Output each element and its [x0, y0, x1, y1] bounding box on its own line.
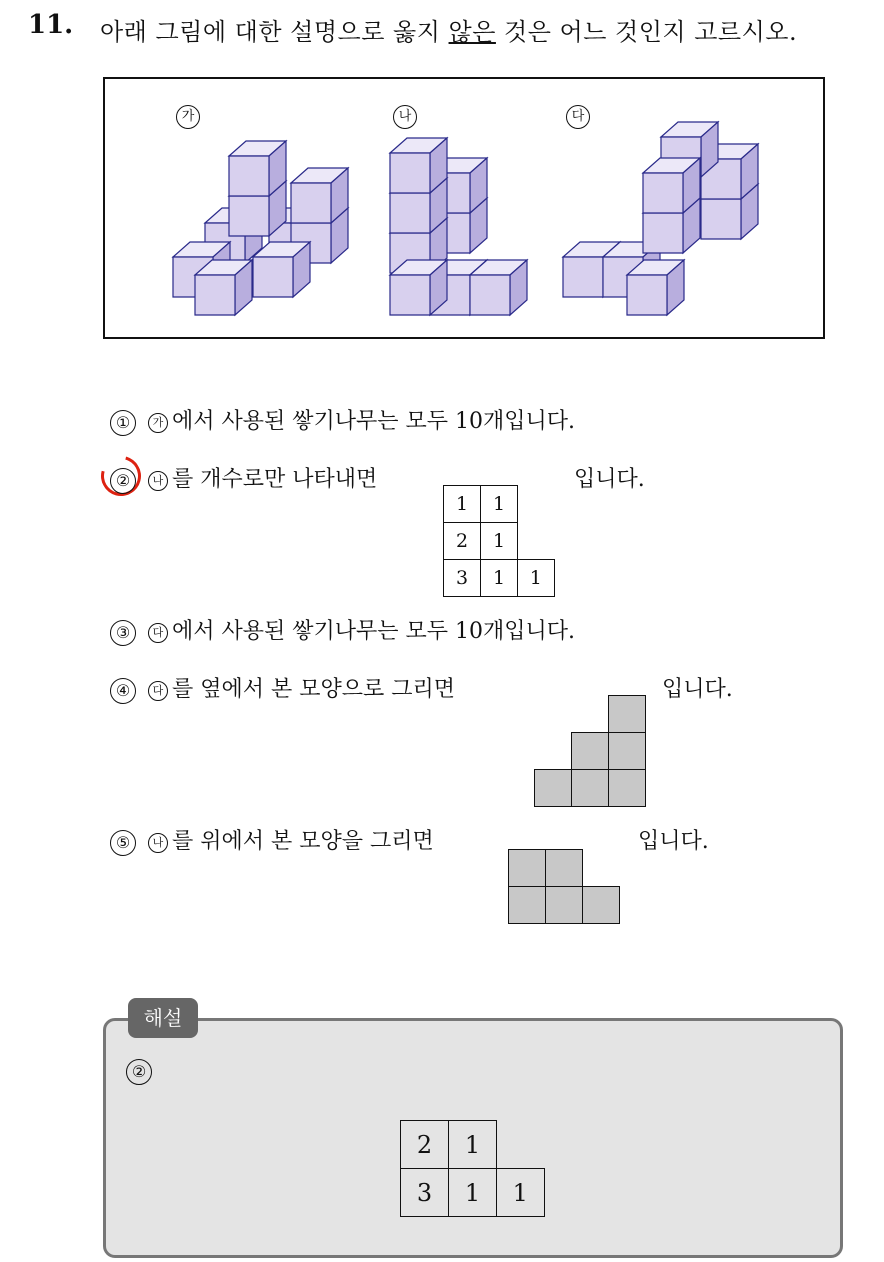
figure-label-ga: 가 [176, 105, 200, 129]
option-4-suffix: 입니다. [662, 677, 733, 702]
option-2-text: 를 개수로만 나타내면 [172, 467, 378, 492]
cube [229, 141, 286, 196]
table-cell: 1 [481, 560, 518, 597]
top-view-square [545, 886, 583, 924]
top-view-square [545, 849, 583, 887]
option-2-suffix: 입니다. [574, 467, 645, 492]
option-1[interactable] [110, 404, 575, 436]
table-cell: 1 [481, 486, 518, 523]
top-view-square [508, 886, 546, 924]
figure-label-na: 나 [393, 105, 417, 129]
table-cell-empty [518, 486, 555, 523]
option-5-suffix: 입니다. [638, 829, 709, 854]
cube [627, 260, 684, 315]
table-cell: 2 [444, 523, 481, 560]
option-1-marker: 가 [148, 413, 168, 433]
option-1-number: ① [110, 410, 136, 436]
option-4-marker: 다 [148, 681, 168, 701]
option-5-marker: 나 [148, 833, 168, 853]
table-cell: 1 [449, 1121, 497, 1169]
cube [390, 260, 447, 315]
side-view-square [608, 769, 646, 807]
cube [291, 168, 348, 223]
option-5[interactable] [110, 824, 434, 856]
side-view-square [571, 769, 609, 807]
question-text [100, 12, 797, 47]
option-5-text: 를 위에서 본 모양을 그리면 [172, 829, 434, 854]
cube-stacks-illustration [105, 79, 823, 337]
option-2[interactable] [110, 462, 377, 494]
table-cell: 1 [481, 523, 518, 560]
option-4-number: ④ [110, 678, 136, 704]
table-cell: 3 [444, 560, 481, 597]
cube [390, 138, 447, 193]
option-5-number: ⑤ [110, 830, 136, 856]
table-cell: 2 [401, 1121, 449, 1169]
option-4-text: 를 옆에서 본 모양으로 그리면 [172, 677, 455, 702]
side-view-square [571, 732, 609, 770]
option-3-number: ③ [110, 620, 136, 646]
solution-answer-number: ② [126, 1059, 152, 1085]
figure-label-da: 다 [566, 105, 590, 129]
cube [470, 260, 527, 315]
question-text-before: 아래 그림에 대한 설명으로 옳지 [100, 18, 449, 46]
option-3[interactable] [110, 614, 575, 646]
cube [195, 260, 252, 315]
question-text-after: 것은 어느 것인지 고르시오. [495, 18, 798, 46]
question-number: 11. [28, 10, 74, 40]
solution-answer [126, 1058, 164, 1085]
option-2-count-table [443, 485, 555, 597]
table-cell: 1 [444, 486, 481, 523]
solution-count-table [400, 1120, 545, 1217]
option-3-marker: 다 [148, 623, 168, 643]
cube [643, 158, 700, 213]
option-2-number: ② [110, 468, 136, 494]
table-cell-empty [518, 523, 555, 560]
side-view-square [534, 769, 572, 807]
top-view-square [582, 886, 620, 924]
option-1-text: 에서 사용된 쌓기나무는 모두 10개입니다. [172, 409, 575, 434]
table-cell-empty [497, 1121, 545, 1169]
solution-tag: 해설 [128, 998, 198, 1038]
table-cell: 3 [401, 1169, 449, 1217]
side-view-square [608, 732, 646, 770]
table-cell: 1 [497, 1169, 545, 1217]
top-view-square [508, 849, 546, 887]
cube [253, 242, 310, 297]
option-2-marker: 나 [148, 471, 168, 491]
table-cell: 1 [518, 560, 555, 597]
option-4[interactable] [110, 672, 455, 704]
question-text-underlined: 않은 [448, 18, 496, 46]
side-view-square [608, 695, 646, 733]
option-3-text: 에서 사용된 쌓기나무는 모두 10개입니다. [172, 619, 575, 644]
table-cell: 1 [449, 1169, 497, 1217]
